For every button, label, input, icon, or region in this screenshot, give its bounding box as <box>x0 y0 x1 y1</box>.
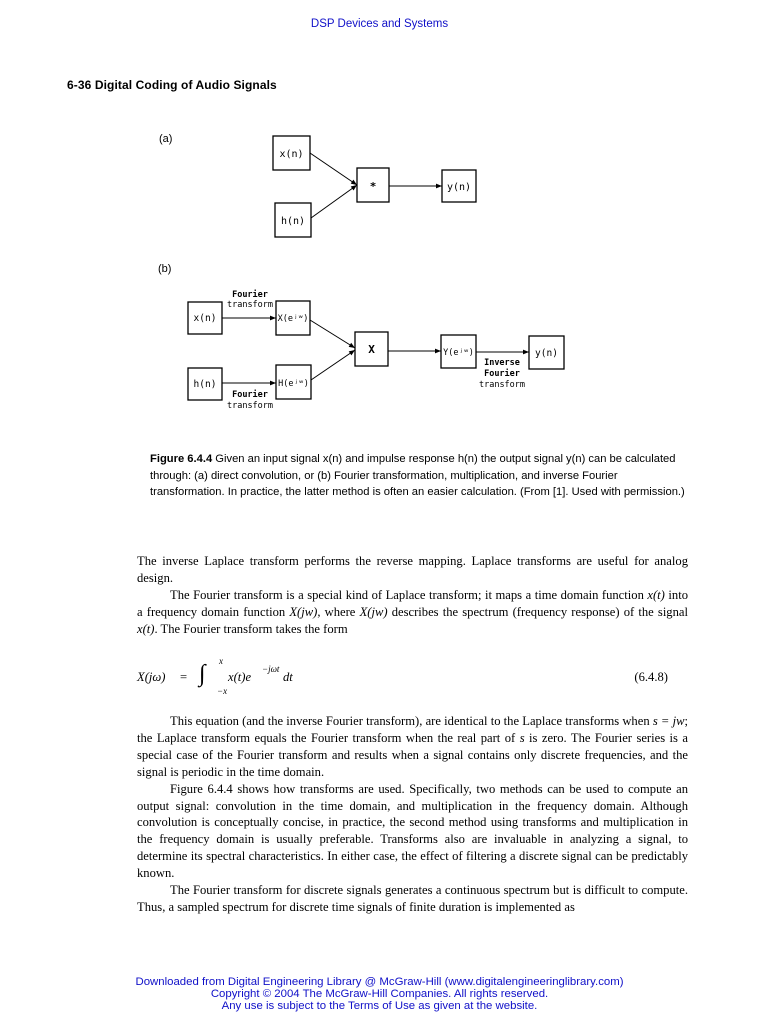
footer-download-link[interactable]: Downloaded from Digital Engineering Library @ McGraw-Hill (www.digitalengineeringlibrary.com) <box>135 976 624 988</box>
p2-text-c: , where <box>317 604 360 619</box>
equation-6-4-8 <box>137 658 688 700</box>
b-ift-line1: Inverse <box>484 358 520 368</box>
p3-var-s-jw: s = jw <box>652 714 685 728</box>
paragraph-2 <box>137 587 688 638</box>
eq-integrand: x(t)e <box>228 670 252 684</box>
p2-text-b: into a frequency domain function <box>137 587 688 619</box>
p2-text-e: . The Fourier transform takes the form <box>154 621 348 636</box>
b-arrow-he <box>311 350 355 380</box>
body-text-lower <box>137 713 688 916</box>
footer-terms-link[interactable]: Any use is subject to the Terms of Use as given at the website. <box>221 1000 538 1013</box>
b-ft-top-line2: transform <box>226 300 274 310</box>
b-ft-top-line1: Fourier <box>232 290 268 300</box>
p2-var-xt: x(t) <box>647 587 665 602</box>
eq-lower-limit: −x <box>217 686 228 696</box>
p2-text-d: describes the spectrum (frequency response) of the signal <box>387 604 688 619</box>
paragraph-3 <box>137 713 688 781</box>
b-xn-label: x(n) <box>193 313 217 324</box>
panel-b-label: (b) <box>158 263 172 275</box>
a-xn-label: x(n) <box>279 149 304 160</box>
p3-var-s: s <box>519 730 525 745</box>
p2-var-xt-2: x(t) <box>137 621 155 636</box>
eq-equals: = <box>180 670 188 684</box>
p3-text-c: is zero. The Fourier series is a special case of the Fourier transform and results when a signal contains only discrete frequencies, and the signal is periodic in the time domain. <box>137 730 688 779</box>
b-arrow-xe <box>310 320 355 348</box>
panel-a-label: (a) <box>159 133 173 145</box>
eq-dt: dt <box>283 670 293 684</box>
b-ift-line2: Fourier <box>484 369 520 379</box>
p2-var-xjw-2: X(jw) <box>359 604 388 619</box>
a-hn-label: h(n) <box>280 216 306 227</box>
p2-text-a: The Fourier transform is a special kind of Laplace transform; it maps a time domain function <box>170 587 648 602</box>
figure-caption-text: Given an input signal x(n) and impulse response h(n) the output signal y(n) can be calculated through: (a) direct convolution, or (b) Fourier transformation, multiplication, and inverse Fourier transformation. In practice, the latter method is often an easier calculation. (From [1]. Used with permission.) <box>150 453 685 499</box>
b-yn-label: y(n) <box>535 348 558 359</box>
paragraph-4: Figure 6.4.4 shows how transforms are used. Specifically, two methods can be used to compute an output signal: convolution in the time domain, and multiplication in the frequency domain. Although convolution is conceptually concise, in practice, the second method using transforms and multiplication in the frequency domain is usually preferable. Transforms also are invaluable in analyzing a signal, to determine its spectral characteristics. In either case, the effect of filtering a discrete signal can be predictably known. <box>137 781 688 881</box>
b-multiply-op: X <box>368 343 375 356</box>
eq-lhs: X(jω) <box>137 670 166 684</box>
section-title: 6-36 Digital Coding of Audio Signals <box>67 78 277 92</box>
eq-exponent: −jωt <box>262 664 280 674</box>
b-xe-label: X(eʲʷ) <box>277 314 309 324</box>
b-ft-bottom-line2: transform <box>226 401 274 411</box>
figure-block-diagram <box>0 0 759 440</box>
figure-caption <box>150 451 688 501</box>
b-ye-label: Y(eʲʷ) <box>443 348 474 358</box>
a-arrow-h <box>311 185 357 218</box>
a-convolution-op: * <box>369 180 377 193</box>
figure-caption-label: Figure 6.4.4 <box>150 453 213 465</box>
a-yn-label: y(n) <box>446 182 472 193</box>
b-ft-bottom-line1: Fourier <box>232 390 268 400</box>
b-he-label: H(eʲʷ) <box>278 379 309 389</box>
footer-copyright: Copyright © 2004 The McGraw-Hill Companies. All rights reserved. <box>210 988 549 1001</box>
a-arrow-x <box>310 153 357 185</box>
p2-var-xjw: X(jw) <box>289 604 318 619</box>
eq-upper-limit: x <box>219 656 223 666</box>
integral-sign-icon: ∫ <box>199 661 206 687</box>
p3-text-a: This equation (and the inverse Fourier transform), are identical to the Laplace transforms when <box>170 714 653 728</box>
b-ift-line3: transform <box>478 380 526 390</box>
footer <box>0 976 759 1013</box>
paragraph-5: The Fourier transform for discrete signals generates a continuous spectrum but is difficult to compute. Thus, a sampled spectrum for discrete time signals of finite duration is implemented as <box>137 883 688 914</box>
running-header: DSP Devices and Systems <box>310 18 449 30</box>
p3-text-b: ; the Laplace transform equals the Fourier transform when the real part of <box>137 714 688 745</box>
eq-number: (6.4.8) <box>634 670 668 684</box>
paragraph-1: The inverse Laplace transform performs the reverse mapping. Laplace transforms are useful for analog design. <box>137 554 688 585</box>
b-hn-label: h(n) <box>193 379 217 390</box>
body-text-upper <box>137 553 688 638</box>
